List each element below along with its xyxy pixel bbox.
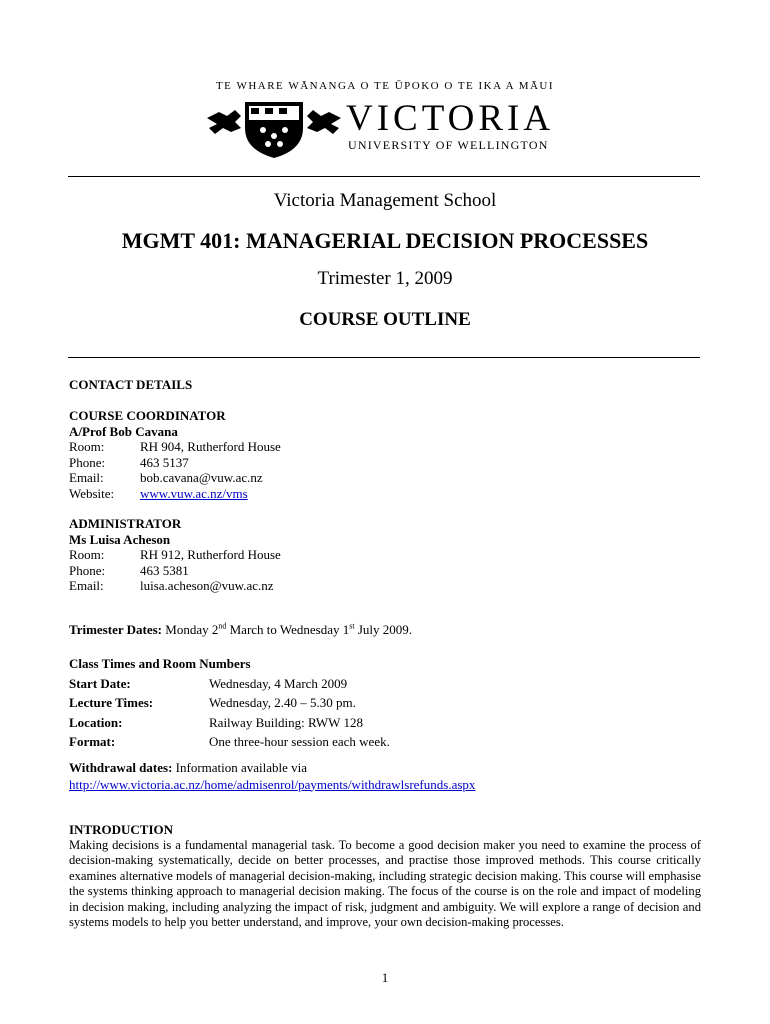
class-time-row: Location: Railway Building: RWW 128 [69, 714, 363, 730]
class-time-row: Lecture Times: Wednesday, 2.40 – 5.30 pm. [69, 695, 356, 711]
start-ordinal: nd [218, 621, 227, 631]
withdrawal-dates [69, 760, 701, 793]
withdrawal-link[interactable]: http://www.victoria.ac.nz/home/admisenrol/payments/withdrawlsrefunds.aspx [69, 776, 476, 792]
contact-heading: CONTACT DETAILS [69, 377, 193, 392]
coordinator-room: RH 904, Rutherford House [140, 439, 281, 454]
coordinator-block [69, 408, 701, 501]
university-name: VICTORIA [346, 98, 555, 139]
trimester-mid: March to Wednesday 1 [229, 622, 350, 637]
introduction-text: Making decisions is a fundamental managerial task. To become a good decision maker you need to examine the process of decision-making systematically, decide on better processes, and practise those improved methods. This course critically examines alternative models of managerial decision-making, including strategic decision making. This course will emphasise the systems thinking approach to managerial decision making. The focus of the course is on the role and impact of modeling in decision making, including analyzing the impact of risk, judgment and ambiguity. We will explore a range of decision and systems models to help you better understand, and improve, your own decision-making processes. [69, 838, 701, 930]
trimester: Trimester 1, 2009 [317, 268, 453, 289]
university-crest-icon [205, 98, 343, 160]
administrator-room: RH 912, Rutherford House [140, 547, 281, 562]
coordinator-email: bob.cavana@vuw.ac.nz [140, 470, 263, 485]
class-time-row: Format: One three-hour session each week. [69, 734, 390, 750]
withdrawal-text: Information available via [175, 760, 308, 775]
withdrawal-label: Withdrawal dates: [69, 760, 173, 775]
university-maori-name: TE WHARE WĀNANGA O TE ŪPOKO O TE IKA A MĀUI [215, 80, 555, 92]
room-label: Room: [69, 439, 105, 454]
introduction-heading-wrap [69, 822, 701, 838]
trimester-end: July 2009. [357, 622, 413, 637]
class-time-row: Start Date: Wednesday, 4 March 2009 [69, 675, 348, 691]
title-divider [68, 357, 700, 358]
end-ordinal: st [349, 621, 355, 631]
university-subtitle: UNIVERSITY OF WELLINGTON [348, 138, 549, 152]
trimester-dates [69, 622, 701, 638]
document-title: COURSE OUTLINE [299, 309, 471, 330]
phone-label: Phone: [69, 562, 106, 578]
administrator-block [69, 516, 701, 594]
email-label: Email: [69, 578, 104, 593]
class-times-heading: Class Times and Room Numbers [69, 656, 251, 671]
header-divider [68, 176, 700, 177]
administrator-phone: 463 5381 [140, 562, 189, 578]
contact-details [69, 377, 701, 393]
administrator-email: luisa.acheson@vuw.ac.nz [140, 578, 274, 593]
email-label: Email: [69, 470, 104, 485]
phone-label: Phone: [69, 454, 106, 470]
coordinator-website-link[interactable]: www.vuw.ac.nz/vms [140, 485, 248, 501]
class-times [69, 654, 701, 752]
website-label: Website: [69, 485, 115, 501]
coordinator-heading: COURSE COORDINATOR [69, 408, 226, 423]
coordinator-phone: 463 5137 [140, 454, 189, 470]
page-number: 1 [381, 970, 389, 985]
administrator-name: Ms Luisa Acheson [69, 531, 171, 547]
trimester-dates-label: Trimester Dates: [69, 622, 163, 637]
introduction-heading: INTRODUCTION [69, 822, 174, 837]
coordinator-name: A/Prof Bob Cavana [69, 423, 178, 439]
university-logo [205, 98, 575, 160]
room-label: Room: [69, 547, 105, 562]
course-title: MGMT 401: MANAGERIAL DECISION PROCESSES [121, 228, 649, 253]
trimester-start: Monday 2 [165, 622, 219, 637]
school-name: Victoria Management School [273, 190, 497, 211]
administrator-heading: ADMINISTRATOR [69, 516, 182, 531]
